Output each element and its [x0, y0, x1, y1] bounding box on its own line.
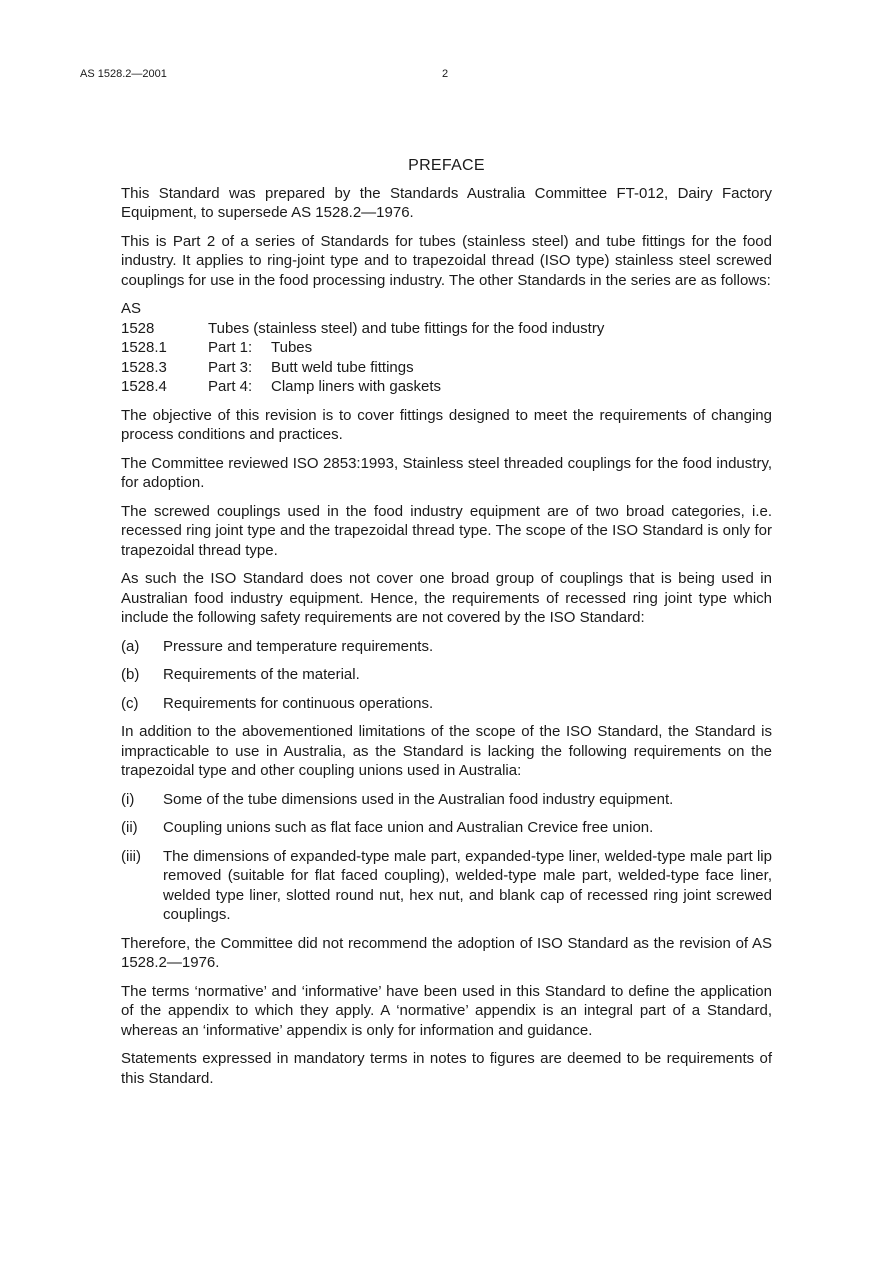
series-number: 1528.3 — [121, 358, 167, 376]
preface-section — [121, 156, 772, 1097]
series-number: 1528 — [121, 319, 155, 337]
series-title: Butt weld tube fittings — [271, 358, 414, 376]
page-header — [80, 68, 820, 82]
list-marker: (a) — [121, 637, 140, 655]
list-item — [121, 665, 772, 685]
list-text: Pressure and temperature requirements. — [163, 637, 434, 655]
series-part: Part 1: — [208, 339, 253, 356]
preface-heading: PREFACE — [408, 157, 485, 174]
page-number: 2 — [442, 68, 449, 80]
paragraph-mandatory-notes: Statements expressed in mandatory terms in notes to figures are deemed to be requirements of this Standard. — [121, 1050, 772, 1087]
list-item — [121, 637, 772, 657]
document-id: AS 1528.2—2001 — [80, 68, 167, 80]
list-item — [121, 847, 772, 925]
list-text: Some of the tube dimensions used in the Australian food industry equipment. — [163, 790, 674, 808]
list-marker: (b) — [121, 666, 140, 683]
series-part: Part 4: — [208, 378, 253, 395]
paragraph-objective: The objective of this revision is to cover fittings designed to meet the requirements of changing process conditions and practices. — [121, 406, 772, 443]
series-header-as: AS — [121, 300, 142, 317]
paragraph-limitations: In addition to the abovementioned limitations of the scope of the ISO Standard, the Standard is impracticable to use in Australia, as the Standard is lacking the following requirements on the trapezoidal type and other coupling unions used in Australia: — [121, 723, 772, 779]
series-header-row — [121, 299, 772, 319]
paragraph-not-covered: As such the ISO Standard does not cover one broad group of couplings that is being used in Australian food industry equipment. Hence, the requirements of recessed ring joint type which include the following safety requirements are not covered by the ISO Standard: — [121, 570, 772, 626]
paragraph-categories: The screwed couplings used in the food industry equipment are of two broad categories, i.e. recessed ring joint type and the trapezoidal thread type. The scope of the ISO Standard is only for trapezoidal thread type. — [121, 502, 772, 559]
paragraph-series-intro: This is Part 2 of a series of Standards for tubes (stainless steel) and tube fittings for the food industry. It applies to ring-joint type and to trapezoidal thread (ISO type) stainless steel screwed couplings for use in the food processing industry. The other Standards in the series are as follows: — [121, 232, 772, 289]
paragraph-committee-review: The Committee reviewed ISO 2853:1993, Stainless steel threaded couplings for the food industry, for adoption. — [121, 454, 772, 491]
series-number: 1528.1 — [121, 339, 167, 356]
series-row — [121, 358, 772, 378]
series-part: Part 3: — [208, 358, 253, 376]
list-item — [121, 790, 772, 810]
list-marker: (ii) — [121, 819, 138, 836]
series-title: Clamp liners with gaskets — [271, 378, 442, 395]
paragraph-normative-terms: The terms ‘normative’ and ‘informative’ have been used in this Standard to define the application of the appendix to which they apply. A ‘normative’ appendix is an integral part of a Standard, whereas an ‘informative’ appendix is only for information and guidance. — [121, 982, 772, 1039]
series-title: Tubes — [271, 339, 313, 356]
series-row — [121, 377, 772, 397]
list-text: Coupling unions such as flat face union and Australian Crevice free union. — [163, 819, 654, 836]
list-item — [121, 818, 772, 838]
list-item — [121, 694, 772, 714]
series-title: Tubes (stainless steel) and tube fittings for the food industry — [208, 319, 605, 337]
paragraph-supersede: This Standard was prepared by the Standards Australia Committee FT-012, Dairy Factory Equipment, to supersede AS 1528.2—1976. — [121, 184, 772, 221]
series-list — [121, 299, 772, 397]
series-row — [121, 338, 772, 358]
paragraph-not-recommended: Therefore, the Committee did not recommend the adoption of ISO Standard as the revision of AS 1528.2—1976. — [121, 934, 772, 971]
list-marker: (i) — [121, 790, 135, 808]
list-marker: (iii) — [121, 847, 141, 865]
list-text: The dimensions of expanded-type male part, expanded-type liner, welded-type male part lip removed (suitable for flat faced coupling), welded-type male part, welded-type face liner, welded type liner, slotted round nut, hex nut, and blank cap of recessed ring joint screwed couplings. — [163, 847, 772, 923]
list-text: Requirements of the material. — [163, 666, 360, 683]
series-row — [121, 319, 772, 339]
series-number: 1528.4 — [121, 378, 167, 395]
list-marker: (c) — [121, 694, 139, 712]
list-text: Requirements for continuous operations. — [163, 694, 434, 712]
